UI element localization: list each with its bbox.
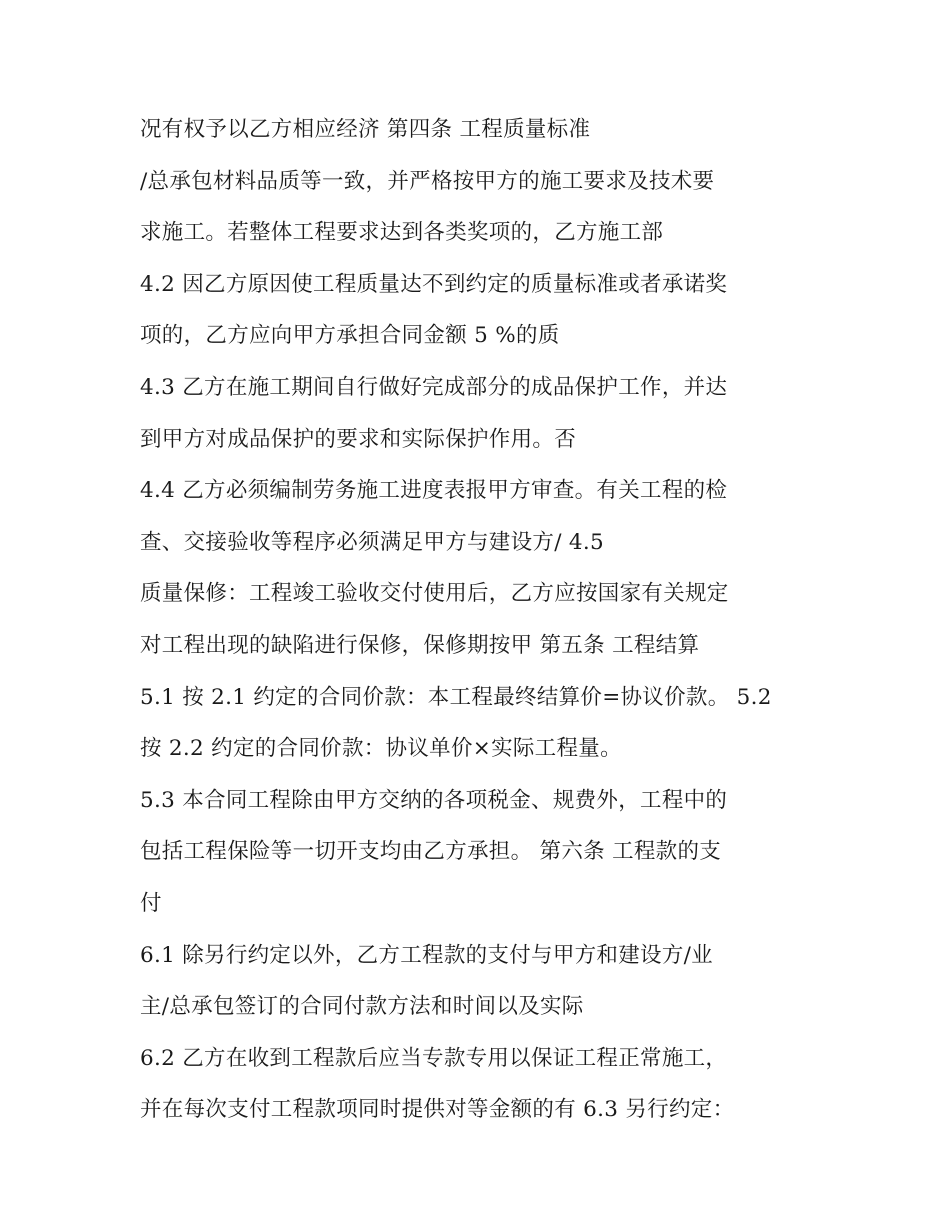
text-line: 到甲方对成品保护的要求和实际保护作用。否 bbox=[140, 426, 577, 452]
text-line: 4.4 乙方必须编制劳务施工进度表报甲方审查。有关工程的检 bbox=[140, 478, 728, 504]
text-line: 对工程出现的缺陷进行保修，保修期按甲 第五条 工程结算 bbox=[140, 632, 700, 658]
text-line: 5.3 本合同工程除由甲方交纳的各项税金、规费外，工程中的 bbox=[140, 787, 728, 813]
text-line: 5.1 按 2.1 约定的合同价款：本工程最终结算价=协议价款。 5.2 bbox=[140, 684, 772, 710]
text-line: 求施工。若整体工程要求达到各类奖项的，乙方施工部 bbox=[140, 220, 664, 246]
text-line: 况有权予以乙方相应经济 第四条 工程质量标准 bbox=[140, 117, 591, 142]
text-line: 6.2 乙方在收到工程款后应当专款专用以保证工程正常施工， bbox=[140, 1045, 728, 1071]
document-body bbox=[140, 108, 840, 1140]
text-line: 查、交接验收等程序必须满足甲方与建设方/ 4.5 bbox=[140, 529, 604, 555]
text-line: 包括工程保险等一切开支均由乙方承担。 第六条 工程款的支 bbox=[140, 839, 722, 865]
text-line: 按 2.2 约定的合同价款：协议单价×实际工程量。 bbox=[140, 736, 622, 762]
text-line: 主/总承包签订的合同付款方法和时间以及实际 bbox=[140, 994, 584, 1020]
text-line: 付 bbox=[140, 890, 162, 916]
text-line: /总承包材料品质等一致，并严格按甲方的施工要求及技术要 bbox=[140, 168, 715, 194]
text-line: 4.3 乙方在施工期间自行做好完成部分的成品保护工作，并达 bbox=[140, 374, 728, 400]
text-line: 并在每次支付工程款项同时提供对等金额的有 6.3 另行约定： bbox=[140, 1097, 735, 1123]
text-line: 质量保修：工程竣工验收交付使用后，乙方应按国家有关规定 bbox=[140, 581, 729, 607]
text-line: 4.2 因乙方原因使工程质量达不到约定的质量标准或者承诺奖 bbox=[140, 271, 728, 297]
text-line: 项的，乙方应向甲方承担合同金额 5 %的质 bbox=[140, 323, 560, 349]
text-line: 6.1 除另行约定以外，乙方工程款的支付与甲方和建设方/业 bbox=[140, 942, 713, 968]
